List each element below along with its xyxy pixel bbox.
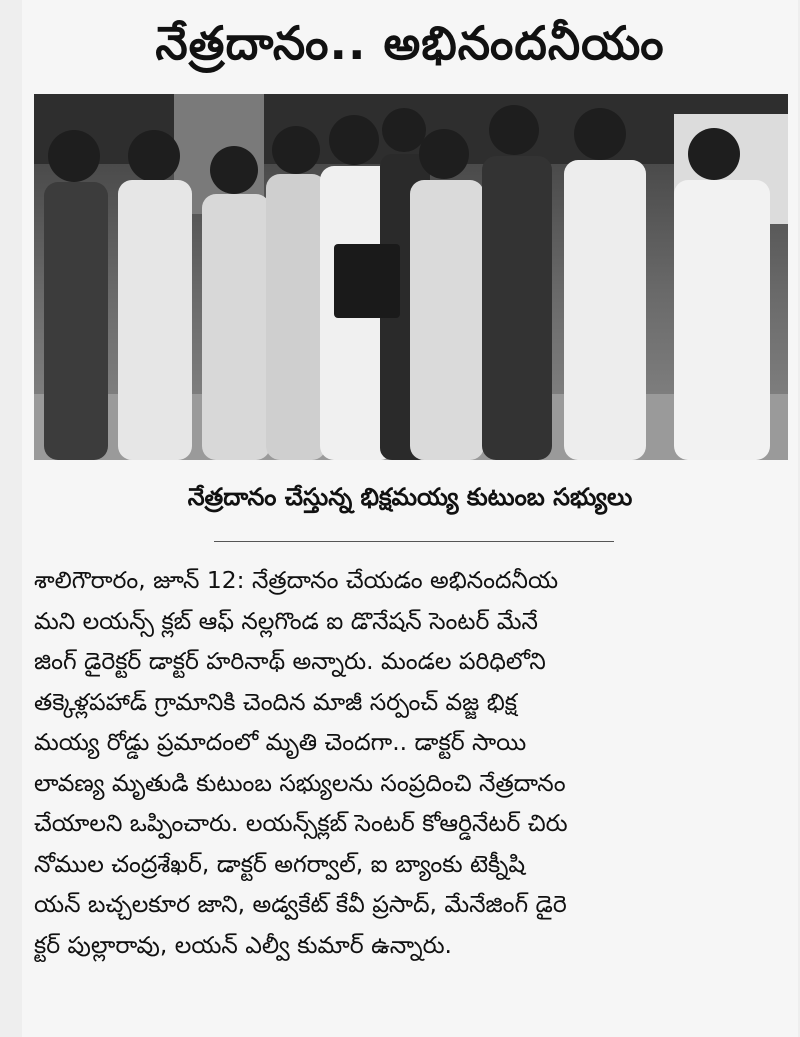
- body-line: తక్కెళ్లపహాడ్ గ్రామానికి చెందిన మాజీ సర్పంచ్ వజ్జ భిక్ష: [34, 687, 517, 716]
- body-line: నోముల చంద్రశేఖర్, డాక్టర్ అగర్వాల్, ఐ బ్యాంకు టెక్నీషి: [34, 849, 526, 878]
- body-line: లావణ్య మృతుడి కుటుంబ సభ్యులను సంప్రదించి నేత్రదానం: [34, 768, 566, 797]
- body-line: శాలిగౌరారం, జూన్ 12: నేత్రదానం చేయడం అభినందనీయ: [34, 566, 559, 594]
- headline: నేత్రదానం.. అభినందనీయం: [155, 16, 665, 70]
- news-photo: [34, 94, 788, 460]
- caption-divider: [214, 541, 614, 542]
- body-line: మని లయన్స్ క్లబ్ ఆఫ్ నల్లగొండ ఐ డొనేషన్ సెంటర్ మేనే: [34, 606, 538, 635]
- gift-bag: [334, 244, 400, 318]
- photo-caption: నేత్రదానం చేస్తున్న భిక్షమయ్య కుటుంబ సభ్యులు: [187, 483, 633, 511]
- body-line: జింగ్ డైరెక్టర్ డాక్టర్ హరినాథ్ అన్నారు. మండల పరిధిలోని: [34, 647, 546, 675]
- article-body: [34, 560, 790, 965]
- body-line: క్టర్ పుల్లారావు, లయన్ ఎల్వీ కుమార్ ఉన్నారు.: [34, 930, 452, 959]
- body-line: యన్ బచ్చలకూర జాని, అడ్వకేట్ కేవీ ప్రసాద్, మేనేజింగ్ డైరె: [34, 890, 567, 918]
- body-line: మయ్య రోడ్డు ప్రమాదంలో మృతి చెందగా.. డాక్టర్ సాయి: [34, 728, 527, 756]
- body-line: చేయాలని ఒప్పించారు. లయన్స్‌క్లబ్ సెంటర్ కోఆర్డినేటర్ చిరు: [34, 809, 568, 837]
- group-photo-image: [34, 94, 788, 460]
- newspaper-clipping: [22, 0, 798, 1037]
